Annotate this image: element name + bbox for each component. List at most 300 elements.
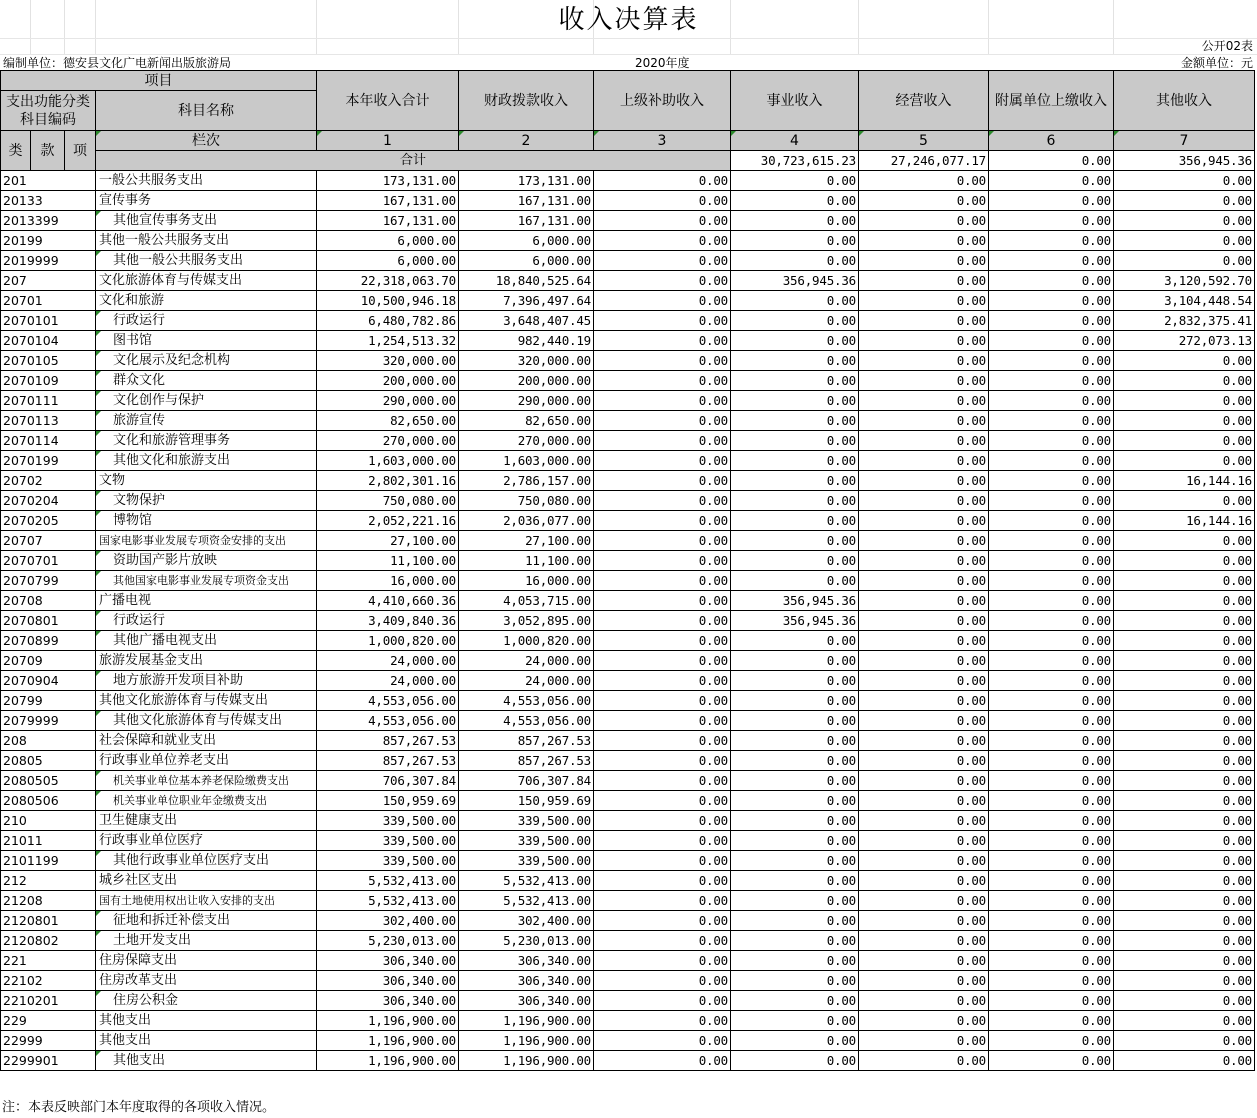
amount-cell: 0.00 xyxy=(1114,711,1255,731)
amount-cell: 82,650.00 xyxy=(459,411,594,431)
subject-code: 2070101 xyxy=(1,311,96,331)
amount-cell: 4,410,660.36 xyxy=(317,591,459,611)
amount-cell: 306,340.00 xyxy=(459,991,594,1011)
amount-cell: 1,000,820.00 xyxy=(317,631,459,651)
amount-cell: 0.00 xyxy=(989,711,1114,731)
amount-cell: 0.00 xyxy=(1114,731,1255,751)
subject-code: 2070899 xyxy=(1,631,96,651)
amount-cell: 0.00 xyxy=(731,1031,859,1051)
amount-cell: 3,120,592.70 xyxy=(1114,271,1255,291)
amount-cell: 0.00 xyxy=(1114,1051,1255,1071)
table-row xyxy=(1,851,1255,871)
amount-cell: 0.00 xyxy=(731,711,859,731)
table-row xyxy=(1,511,1255,531)
amount-cell: 0.00 xyxy=(594,251,731,271)
amount-cell: 356,945.36 xyxy=(731,271,859,291)
subject-code: 20708 xyxy=(1,591,96,611)
table-row xyxy=(1,671,1255,691)
amount-cell: 0.00 xyxy=(989,431,1114,451)
amount-cell: 0.00 xyxy=(1114,911,1255,931)
amount-cell: 0.00 xyxy=(859,371,989,391)
subject-name: 其他一般公共服务支出 xyxy=(96,251,317,271)
amount-cell: 0.00 xyxy=(731,631,859,651)
amount-cell: 750,080.00 xyxy=(317,491,459,511)
amount-cell: 0.00 xyxy=(731,991,859,1011)
amount-cell: 0.00 xyxy=(859,551,989,571)
subject-code: 20707 xyxy=(1,531,96,551)
subject-code: 20702 xyxy=(1,471,96,491)
amount-cell: 0.00 xyxy=(731,571,859,591)
col-num-4: 4 xyxy=(731,131,859,151)
amount-cell: 16,144.16 xyxy=(1114,511,1255,531)
amount-cell: 16,000.00 xyxy=(459,571,594,591)
subject-code: 22102 xyxy=(1,971,96,991)
amount-cell: 0.00 xyxy=(989,231,1114,251)
header-col-5: 经营收入 xyxy=(859,71,989,131)
subject-name: 地方旅游开发项目补助 xyxy=(96,671,317,691)
subject-code: 2013399 xyxy=(1,211,96,231)
amount-cell: 0.00 xyxy=(859,851,989,871)
amount-cell: 339,500.00 xyxy=(459,811,594,831)
amount-cell: 0.00 xyxy=(1114,491,1255,511)
total-label: 合计 xyxy=(96,151,731,171)
amount-cell: 0.00 xyxy=(859,771,989,791)
header-lei: 类 xyxy=(1,131,31,171)
table-row xyxy=(1,711,1255,731)
amount-cell: 0.00 xyxy=(859,1011,989,1031)
table-row xyxy=(1,911,1255,931)
amount-cell: 0.00 xyxy=(859,251,989,271)
amount-cell: 272,073.13 xyxy=(1114,331,1255,351)
amount-cell: 16,144.16 xyxy=(1114,471,1255,491)
amount-cell: 0.00 xyxy=(731,171,859,191)
subject-code: 20709 xyxy=(1,651,96,671)
amount-cell: 0.00 xyxy=(594,811,731,831)
amount-cell: 0.00 xyxy=(1114,171,1255,191)
table-row xyxy=(1,951,1255,971)
amount-cell: 0.00 xyxy=(731,751,859,771)
amount-cell: 0.00 xyxy=(594,171,731,191)
amount-cell: 0.00 xyxy=(1114,891,1255,911)
subject-name: 文化和旅游管理事务 xyxy=(96,431,317,451)
amount-cell: 1,254,513.32 xyxy=(317,331,459,351)
amount-cell: 0.00 xyxy=(594,931,731,951)
amount-cell: 3,409,840.36 xyxy=(317,611,459,631)
page-title: 收入决算表 xyxy=(558,5,699,35)
amount-cell: 0.00 xyxy=(1114,991,1255,1011)
amount-cell: 16,000.00 xyxy=(317,571,459,591)
header-subject-name: 科目名称 xyxy=(96,91,317,131)
subject-code: 210 xyxy=(1,811,96,831)
amount-cell: 0.00 xyxy=(989,611,1114,631)
subject-code: 2299901 xyxy=(1,1051,96,1071)
amount-cell: 0.00 xyxy=(1114,531,1255,551)
amount-cell: 0.00 xyxy=(594,391,731,411)
amount-cell: 0.00 xyxy=(731,671,859,691)
amount-cell: 706,307.84 xyxy=(459,771,594,791)
amount-cell: 0.00 xyxy=(1114,631,1255,651)
amount-cell: 857,267.53 xyxy=(459,731,594,751)
amount-cell: 0.00 xyxy=(989,191,1114,211)
amount-cell: 10,500,946.18 xyxy=(317,291,459,311)
amount-cell: 0.00 xyxy=(731,491,859,511)
amount-cell: 0.00 xyxy=(859,391,989,411)
subject-name: 宣传事务 xyxy=(96,191,317,211)
amount-cell: 0.00 xyxy=(594,611,731,631)
subject-code: 21208 xyxy=(1,891,96,911)
amount-cell: 0.00 xyxy=(859,931,989,951)
amount-cell: 270,000.00 xyxy=(459,431,594,451)
amount-cell: 1,196,900.00 xyxy=(317,1051,459,1071)
amount-cell: 0.00 xyxy=(731,651,859,671)
col-num-5: 5 xyxy=(859,131,989,151)
amount-cell: 0.00 xyxy=(989,851,1114,871)
amount-cell: 302,400.00 xyxy=(317,911,459,931)
amount-cell: 0.00 xyxy=(731,471,859,491)
amount-cell: 82,650.00 xyxy=(317,411,459,431)
header-col-6: 附属单位上缴收入 xyxy=(989,71,1114,131)
amount-cell: 0.00 xyxy=(594,911,731,931)
amount-cell: 0.00 xyxy=(594,951,731,971)
subject-name: 资助国产影片放映 xyxy=(96,551,317,571)
amount-cell: 306,340.00 xyxy=(317,991,459,1011)
amount-cell: 339,500.00 xyxy=(317,831,459,851)
amount-cell: 5,532,413.00 xyxy=(459,871,594,891)
table-row xyxy=(1,991,1255,1011)
subject-name: 机关事业单位基本养老保险缴费支出 xyxy=(96,771,317,791)
amount-cell: 0.00 xyxy=(1114,851,1255,871)
amount-cell: 24,000.00 xyxy=(459,651,594,671)
amount-cell: 0.00 xyxy=(989,351,1114,371)
amount-cell: 0.00 xyxy=(731,251,859,271)
amount-cell: 0.00 xyxy=(989,1031,1114,1051)
amount-cell: 0.00 xyxy=(1114,391,1255,411)
amount-cell: 0.00 xyxy=(859,351,989,371)
amount-cell: 0.00 xyxy=(859,951,989,971)
header-xiang: 项 xyxy=(65,131,96,171)
subject-code: 2070801 xyxy=(1,611,96,631)
amount-cell: 0.00 xyxy=(989,371,1114,391)
amount-unit: 金额单位：元 xyxy=(1180,56,1253,70)
amount-cell: 2,832,375.41 xyxy=(1114,311,1255,331)
subject-name: 博物馆 xyxy=(96,511,317,531)
amount-cell: 0.00 xyxy=(594,631,731,651)
amount-cell: 1,196,900.00 xyxy=(317,1031,459,1051)
amount-cell: 4,553,056.00 xyxy=(459,691,594,711)
amount-cell: 0.00 xyxy=(859,271,989,291)
header-col-7: 其他收入 xyxy=(1114,71,1255,131)
amount-cell: 0.00 xyxy=(731,451,859,471)
amount-cell: 0.00 xyxy=(859,671,989,691)
amount-cell: 4,553,056.00 xyxy=(317,691,459,711)
table-row xyxy=(1,551,1255,571)
amount-cell: 0.00 xyxy=(1114,591,1255,611)
amount-cell: 0.00 xyxy=(1114,1031,1255,1051)
amount-cell: 200,000.00 xyxy=(459,371,594,391)
amount-cell: 5,230,013.00 xyxy=(459,931,594,951)
amount-cell: 0.00 xyxy=(989,911,1114,931)
amount-cell: 0.00 xyxy=(594,771,731,791)
unit-label: 编制单位：德安县文化广电新闻出版旅游局 xyxy=(3,56,232,70)
amount-cell: 0.00 xyxy=(859,791,989,811)
amount-cell: 0.00 xyxy=(1114,571,1255,591)
table-row xyxy=(1,811,1255,831)
table-row xyxy=(1,311,1255,331)
amount-cell: 1,000,820.00 xyxy=(459,631,594,651)
amount-cell: 0.00 xyxy=(989,271,1114,291)
amount-cell: 0.00 xyxy=(594,991,731,1011)
amount-cell: 0.00 xyxy=(859,311,989,331)
table-row xyxy=(1,691,1255,711)
subject-name: 住房改革支出 xyxy=(96,971,317,991)
amount-cell: 0.00 xyxy=(731,191,859,211)
table-row xyxy=(1,431,1255,451)
amount-cell: 0.00 xyxy=(859,911,989,931)
subject-name: 行政事业单位养老支出 xyxy=(96,751,317,771)
table-row xyxy=(1,291,1255,311)
table-row xyxy=(1,831,1255,851)
amount-cell: 6,000.00 xyxy=(459,231,594,251)
amount-cell: 0.00 xyxy=(731,211,859,231)
amount-cell: 0.00 xyxy=(594,451,731,471)
table-row xyxy=(1,651,1255,671)
amount-cell: 0.00 xyxy=(594,791,731,811)
amount-cell: 0.00 xyxy=(594,271,731,291)
amount-cell: 0.00 xyxy=(1114,751,1255,771)
subject-code: 229 xyxy=(1,1011,96,1031)
amount-cell: 0.00 xyxy=(594,731,731,751)
subject-code: 2080506 xyxy=(1,791,96,811)
amount-cell: 270,000.00 xyxy=(317,431,459,451)
subject-name: 一般公共服务支出 xyxy=(96,171,317,191)
amount-cell: 0.00 xyxy=(859,431,989,451)
amount-cell: 339,500.00 xyxy=(317,851,459,871)
subject-code: 2210201 xyxy=(1,991,96,1011)
amount-cell: 857,267.53 xyxy=(317,751,459,771)
amount-cell: 339,500.00 xyxy=(459,851,594,871)
amount-cell: 5,230,013.00 xyxy=(317,931,459,951)
amount-cell: 0.00 xyxy=(859,571,989,591)
header-col-1: 本年收入合计 xyxy=(317,71,459,131)
amount-cell: 167,131.00 xyxy=(317,211,459,231)
amount-cell: 0.00 xyxy=(1114,691,1255,711)
amount-cell: 857,267.53 xyxy=(317,731,459,751)
subject-code: 2070114 xyxy=(1,431,96,451)
amount-cell: 0.00 xyxy=(989,1051,1114,1071)
table-row xyxy=(1,271,1255,291)
amount-cell: 0.00 xyxy=(859,451,989,471)
amount-cell: 0.00 xyxy=(731,291,859,311)
amount-cell: 0.00 xyxy=(731,831,859,851)
amount-cell: 11,100.00 xyxy=(459,551,594,571)
amount-cell: 150,959.69 xyxy=(459,791,594,811)
amount-cell: 167,131.00 xyxy=(459,191,594,211)
header-col-seq: 栏次 xyxy=(96,131,317,151)
subject-name: 社会保障和就业支出 xyxy=(96,731,317,751)
subject-code: 2070904 xyxy=(1,671,96,691)
table-row xyxy=(1,611,1255,631)
amount-cell: 0.00 xyxy=(1114,371,1255,391)
amount-cell: 7,396,497.64 xyxy=(459,291,594,311)
amount-cell: 0.00 xyxy=(989,531,1114,551)
amount-cell: 0.00 xyxy=(989,331,1114,351)
header-item: 项目 xyxy=(1,71,317,91)
amount-cell: 0.00 xyxy=(1114,791,1255,811)
amount-cell: 0.00 xyxy=(1114,1011,1255,1031)
amount-cell: 5,532,413.00 xyxy=(317,891,459,911)
amount-cell: 27,100.00 xyxy=(317,531,459,551)
fiscal-year: 2020年度 xyxy=(635,56,690,70)
amount-cell: 173,131.00 xyxy=(317,171,459,191)
amount-cell: 0.00 xyxy=(594,691,731,711)
amount-cell: 0.00 xyxy=(731,911,859,931)
amount-cell: 0.00 xyxy=(1114,211,1255,231)
amount-cell: 0.00 xyxy=(989,1011,1114,1031)
total-value: 0.00 xyxy=(989,151,1114,171)
amount-cell: 0.00 xyxy=(989,451,1114,471)
amount-cell: 1,196,900.00 xyxy=(459,1011,594,1031)
amount-cell: 290,000.00 xyxy=(317,391,459,411)
amount-cell: 0.00 xyxy=(731,231,859,251)
amount-cell: 0.00 xyxy=(989,631,1114,651)
amount-cell: 2,036,077.00 xyxy=(459,511,594,531)
amount-cell: 0.00 xyxy=(989,251,1114,271)
amount-cell: 0.00 xyxy=(1114,811,1255,831)
subject-name: 文物 xyxy=(96,471,317,491)
subject-name: 其他行政事业单位医疗支出 xyxy=(96,851,317,871)
header-col-2: 财政拨款收入 xyxy=(459,71,594,131)
amount-cell: 356,945.36 xyxy=(731,611,859,631)
table-row xyxy=(1,591,1255,611)
amount-cell: 0.00 xyxy=(1114,351,1255,371)
amount-cell: 339,500.00 xyxy=(317,811,459,831)
amount-cell: 0.00 xyxy=(1114,951,1255,971)
amount-cell: 0.00 xyxy=(989,891,1114,911)
form-number: 公开02表 xyxy=(1201,39,1253,53)
amount-cell: 0.00 xyxy=(989,811,1114,831)
table-row xyxy=(1,391,1255,411)
subject-name: 其他广播电视支出 xyxy=(96,631,317,651)
subject-name: 其他支出 xyxy=(96,1031,317,1051)
amount-cell: 0.00 xyxy=(859,731,989,751)
amount-cell: 2,786,157.00 xyxy=(459,471,594,491)
total-value: 30,723,615.23 xyxy=(731,151,859,171)
subject-code: 2070701 xyxy=(1,551,96,571)
amount-cell: 0.00 xyxy=(594,431,731,451)
subject-name: 文物保护 xyxy=(96,491,317,511)
amount-cell: 0.00 xyxy=(594,471,731,491)
amount-cell: 4,553,056.00 xyxy=(317,711,459,731)
amount-cell: 0.00 xyxy=(859,511,989,531)
header-row-seq xyxy=(1,131,1255,151)
table-row xyxy=(1,771,1255,791)
amount-cell: 0.00 xyxy=(731,391,859,411)
amount-cell: 0.00 xyxy=(989,391,1114,411)
amount-cell: 339,500.00 xyxy=(459,831,594,851)
subject-code: 20799 xyxy=(1,691,96,711)
subject-name: 广播电视 xyxy=(96,591,317,611)
amount-cell: 306,340.00 xyxy=(317,971,459,991)
amount-cell: 0.00 xyxy=(859,491,989,511)
amount-cell: 982,440.19 xyxy=(459,331,594,351)
amount-cell: 0.00 xyxy=(731,791,859,811)
amount-cell: 4,553,056.00 xyxy=(459,711,594,731)
amount-cell: 0.00 xyxy=(1114,931,1255,951)
amount-cell: 1,196,900.00 xyxy=(459,1031,594,1051)
amount-cell: 302,400.00 xyxy=(459,911,594,931)
amount-cell: 27,100.00 xyxy=(459,531,594,551)
subject-code: 212 xyxy=(1,871,96,891)
amount-cell: 0.00 xyxy=(594,571,731,591)
table-row xyxy=(1,751,1255,771)
amount-cell: 2,052,221.16 xyxy=(317,511,459,531)
amount-cell: 0.00 xyxy=(1114,251,1255,271)
amount-cell: 0.00 xyxy=(731,411,859,431)
amount-cell: 0.00 xyxy=(989,691,1114,711)
amount-cell: 0.00 xyxy=(1114,771,1255,791)
amount-cell: 1,603,000.00 xyxy=(459,451,594,471)
amount-cell: 200,000.00 xyxy=(317,371,459,391)
subject-code: 2101199 xyxy=(1,851,96,871)
amount-cell: 0.00 xyxy=(859,591,989,611)
amount-cell: 0.00 xyxy=(731,971,859,991)
subject-code: 2080505 xyxy=(1,771,96,791)
table-row xyxy=(1,451,1255,471)
amount-cell: 167,131.00 xyxy=(317,191,459,211)
table-row xyxy=(1,531,1255,551)
amount-cell: 0.00 xyxy=(989,771,1114,791)
amount-cell: 0.00 xyxy=(594,851,731,871)
table-row xyxy=(1,491,1255,511)
amount-cell: 0.00 xyxy=(594,751,731,771)
amount-cell: 0.00 xyxy=(989,211,1114,231)
amount-cell: 0.00 xyxy=(859,471,989,491)
amount-cell: 0.00 xyxy=(594,231,731,251)
amount-cell: 0.00 xyxy=(859,711,989,731)
amount-cell: 0.00 xyxy=(594,331,731,351)
amount-cell: 0.00 xyxy=(594,291,731,311)
amount-cell: 0.00 xyxy=(731,371,859,391)
amount-cell: 0.00 xyxy=(594,1051,731,1071)
amount-cell: 0.00 xyxy=(1114,671,1255,691)
amount-cell: 0.00 xyxy=(594,491,731,511)
amount-cell: 0.00 xyxy=(859,531,989,551)
amount-cell: 0.00 xyxy=(731,431,859,451)
amount-cell: 0.00 xyxy=(731,531,859,551)
amount-cell: 0.00 xyxy=(989,971,1114,991)
subject-name: 其他宣传事务支出 xyxy=(96,211,317,231)
total-row xyxy=(1,151,1255,171)
subject-name: 文化和旅游 xyxy=(96,291,317,311)
amount-cell: 1,603,000.00 xyxy=(317,451,459,471)
amount-cell: 3,648,407.45 xyxy=(459,311,594,331)
amount-cell: 1,196,900.00 xyxy=(459,1051,594,1071)
amount-cell: 706,307.84 xyxy=(317,771,459,791)
amount-cell: 4,053,715.00 xyxy=(459,591,594,611)
amount-cell: 0.00 xyxy=(731,311,859,331)
table-row xyxy=(1,891,1255,911)
subject-code: 2070105 xyxy=(1,351,96,371)
amount-cell: 3,104,448.54 xyxy=(1114,291,1255,311)
amount-cell: 0.00 xyxy=(859,991,989,1011)
table-row xyxy=(1,331,1255,351)
subject-name: 其他文化旅游体育与传媒支出 xyxy=(96,711,317,731)
amount-cell: 0.00 xyxy=(594,511,731,531)
subject-code: 20133 xyxy=(1,191,96,211)
amount-cell: 0.00 xyxy=(859,231,989,251)
amount-cell: 0.00 xyxy=(859,171,989,191)
amount-cell: 0.00 xyxy=(1114,971,1255,991)
